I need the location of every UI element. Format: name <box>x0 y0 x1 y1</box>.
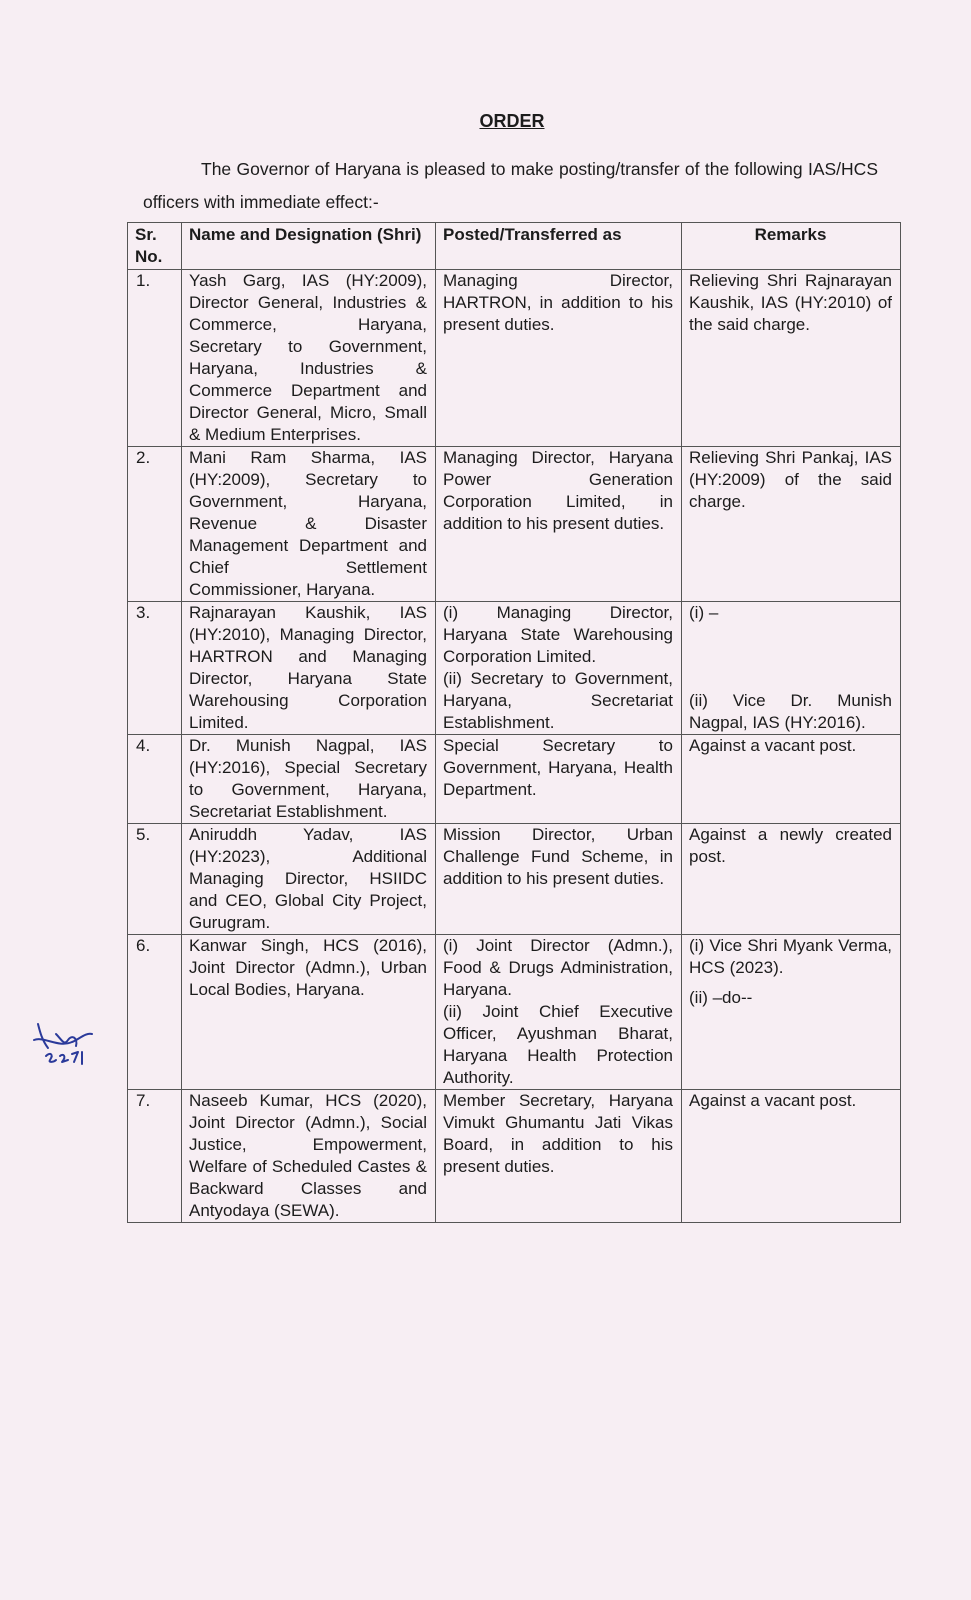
row-name-designation: Yash Garg, IAS (HY:2009), Director General, Industries & Commerce, Haryana, Secretary to Government, Haryana, Industries & Commerce Department and Director General, Micro, Small & Medium Enterprises. <box>182 270 436 447</box>
signature-stroke <box>46 1054 56 1062</box>
remarks-spacer <box>689 624 892 646</box>
transfer-table <box>127 222 901 1223</box>
row-sr-no: 1. <box>128 270 182 447</box>
remarks-spacer <box>689 979 892 987</box>
row-sr-no: 6. <box>128 935 182 1090</box>
remarks-line-1: (i) – <box>689 603 719 622</box>
table-row <box>128 935 901 1090</box>
order-intro: The Governor of Haryana is pleased to make posting/transfer of the following IAS/HCS officers with immediate effect:- <box>143 159 878 212</box>
row-remarks <box>682 824 901 935</box>
remarks-spacer <box>689 646 892 668</box>
signature-stroke <box>60 1055 68 1062</box>
remarks-line-1: Against a vacant post. <box>689 1091 857 1110</box>
table-row <box>128 447 901 602</box>
remarks-spacer <box>689 668 892 690</box>
row-posted-as <box>436 1090 682 1223</box>
row-name-designation: Naseeb Kumar, HCS (2020), Joint Director (Admn.), Social Justice, Empowerment, Welfare of Scheduled Castes & Backward Classes and Antyodaya (SEWA). <box>182 1090 436 1223</box>
row-name-designation: Aniruddh Yadav, IAS (HY:2023), Additional Managing Director, HSIIDC and CEO, Global City Project, Gurugram. <box>182 824 436 935</box>
row-remarks <box>682 735 901 824</box>
remarks-line-2: (ii) Vice Dr. Munish Nagpal, IAS (HY:2016). <box>689 691 892 732</box>
table-row <box>128 270 901 447</box>
posted-line-2: (ii) Secretary to Government, Haryana, Secretariat Establishment. <box>443 669 673 732</box>
remarks-line-1: Relieving Shri Rajnarayan Kaushik, IAS (HY:2010) of the said charge. <box>689 271 892 334</box>
row-name-designation: Dr. Munish Nagpal, IAS (HY:2016), Special Secretary to Government, Haryana, Secretariat Establishment. <box>182 735 436 824</box>
remarks-line-1: (i) Vice Shri Myank Verma, HCS (2023). <box>689 936 892 977</box>
header-name-designation: Name and Designation (Shri) <box>182 223 436 270</box>
posted-line-1: (i) Joint Director (Admn.), Food & Drugs Administration, Haryana. <box>443 936 673 999</box>
posted-line-1: (i) Managing Director, Haryana State Warehousing Corporation Limited. <box>443 603 673 666</box>
row-sr-no: 4. <box>128 735 182 824</box>
row-sr-no: 2. <box>128 447 182 602</box>
handwritten-initials-icon <box>28 1018 98 1078</box>
table-row <box>128 824 901 935</box>
posted-line-2: (ii) Joint Chief Executive Officer, Ayushman Bharat, Haryana Health Protection Authority. <box>443 1002 673 1087</box>
header-posted-transferred: Posted/Transferred as <box>436 223 682 270</box>
row-remarks <box>682 1090 901 1223</box>
posted-line-1: Member Secretary, Haryana Vimukt Ghumantu Jati Vikas Board, in addition to his present duties. <box>443 1091 673 1176</box>
row-sr-no: 3. <box>128 602 182 735</box>
posted-line-1: Managing Director, HARTRON, in addition to his present duties. <box>443 271 673 334</box>
posted-line-1: Special Secretary to Government, Haryana, Health Department. <box>443 736 673 799</box>
row-posted-as <box>436 735 682 824</box>
order-title: ORDER <box>479 111 545 131</box>
posted-line-1: Mission Director, Urban Challenge Fund Scheme, in addition to his present duties. <box>443 825 673 888</box>
remarks-line-1: Relieving Shri Pankaj, IAS (HY:2009) of the said charge. <box>689 448 892 511</box>
row-name-designation: Rajnarayan Kaushik, IAS (HY:2010), Managing Director, HARTRON and Managing Director, Haryana State Warehousing Corporation Limited. <box>182 602 436 735</box>
row-posted-as <box>436 270 682 447</box>
row-posted-as <box>436 602 682 735</box>
remarks-line-1: Against a newly created post. <box>689 825 892 866</box>
header-remarks: Remarks <box>682 223 901 270</box>
row-posted-as <box>436 447 682 602</box>
row-remarks <box>682 602 901 735</box>
table-row <box>128 602 901 735</box>
table-row <box>128 735 901 824</box>
row-remarks <box>682 270 901 447</box>
row-posted-as <box>436 935 682 1090</box>
header-sr-no: Sr. No. <box>128 223 182 270</box>
signature-stroke <box>72 1052 78 1062</box>
remarks-line-1: Against a vacant post. <box>689 736 857 755</box>
row-posted-as <box>436 824 682 935</box>
table-row <box>128 1090 901 1223</box>
row-sr-no: 5. <box>128 824 182 935</box>
posted-line-1: Managing Director, Haryana Power Generation Corporation Limited, in addition to his present duties. <box>443 448 673 533</box>
remarks-line-2: (ii) –do-- <box>689 988 753 1007</box>
row-sr-no: 7. <box>128 1090 182 1223</box>
table-header-row <box>128 223 901 270</box>
row-remarks <box>682 447 901 602</box>
row-name-designation: Kanwar Singh, HCS (2016), Joint Director (Admn.), Urban Local Bodies, Haryana. <box>182 935 436 1090</box>
row-name-designation: Mani Ram Sharma, IAS (HY:2009), Secretary to Government, Haryana, Revenue & Disaster Management Department and Chief Settlement Commissioner, Haryana. <box>182 447 436 602</box>
row-remarks <box>682 935 901 1090</box>
signature-stroke <box>38 1024 48 1048</box>
